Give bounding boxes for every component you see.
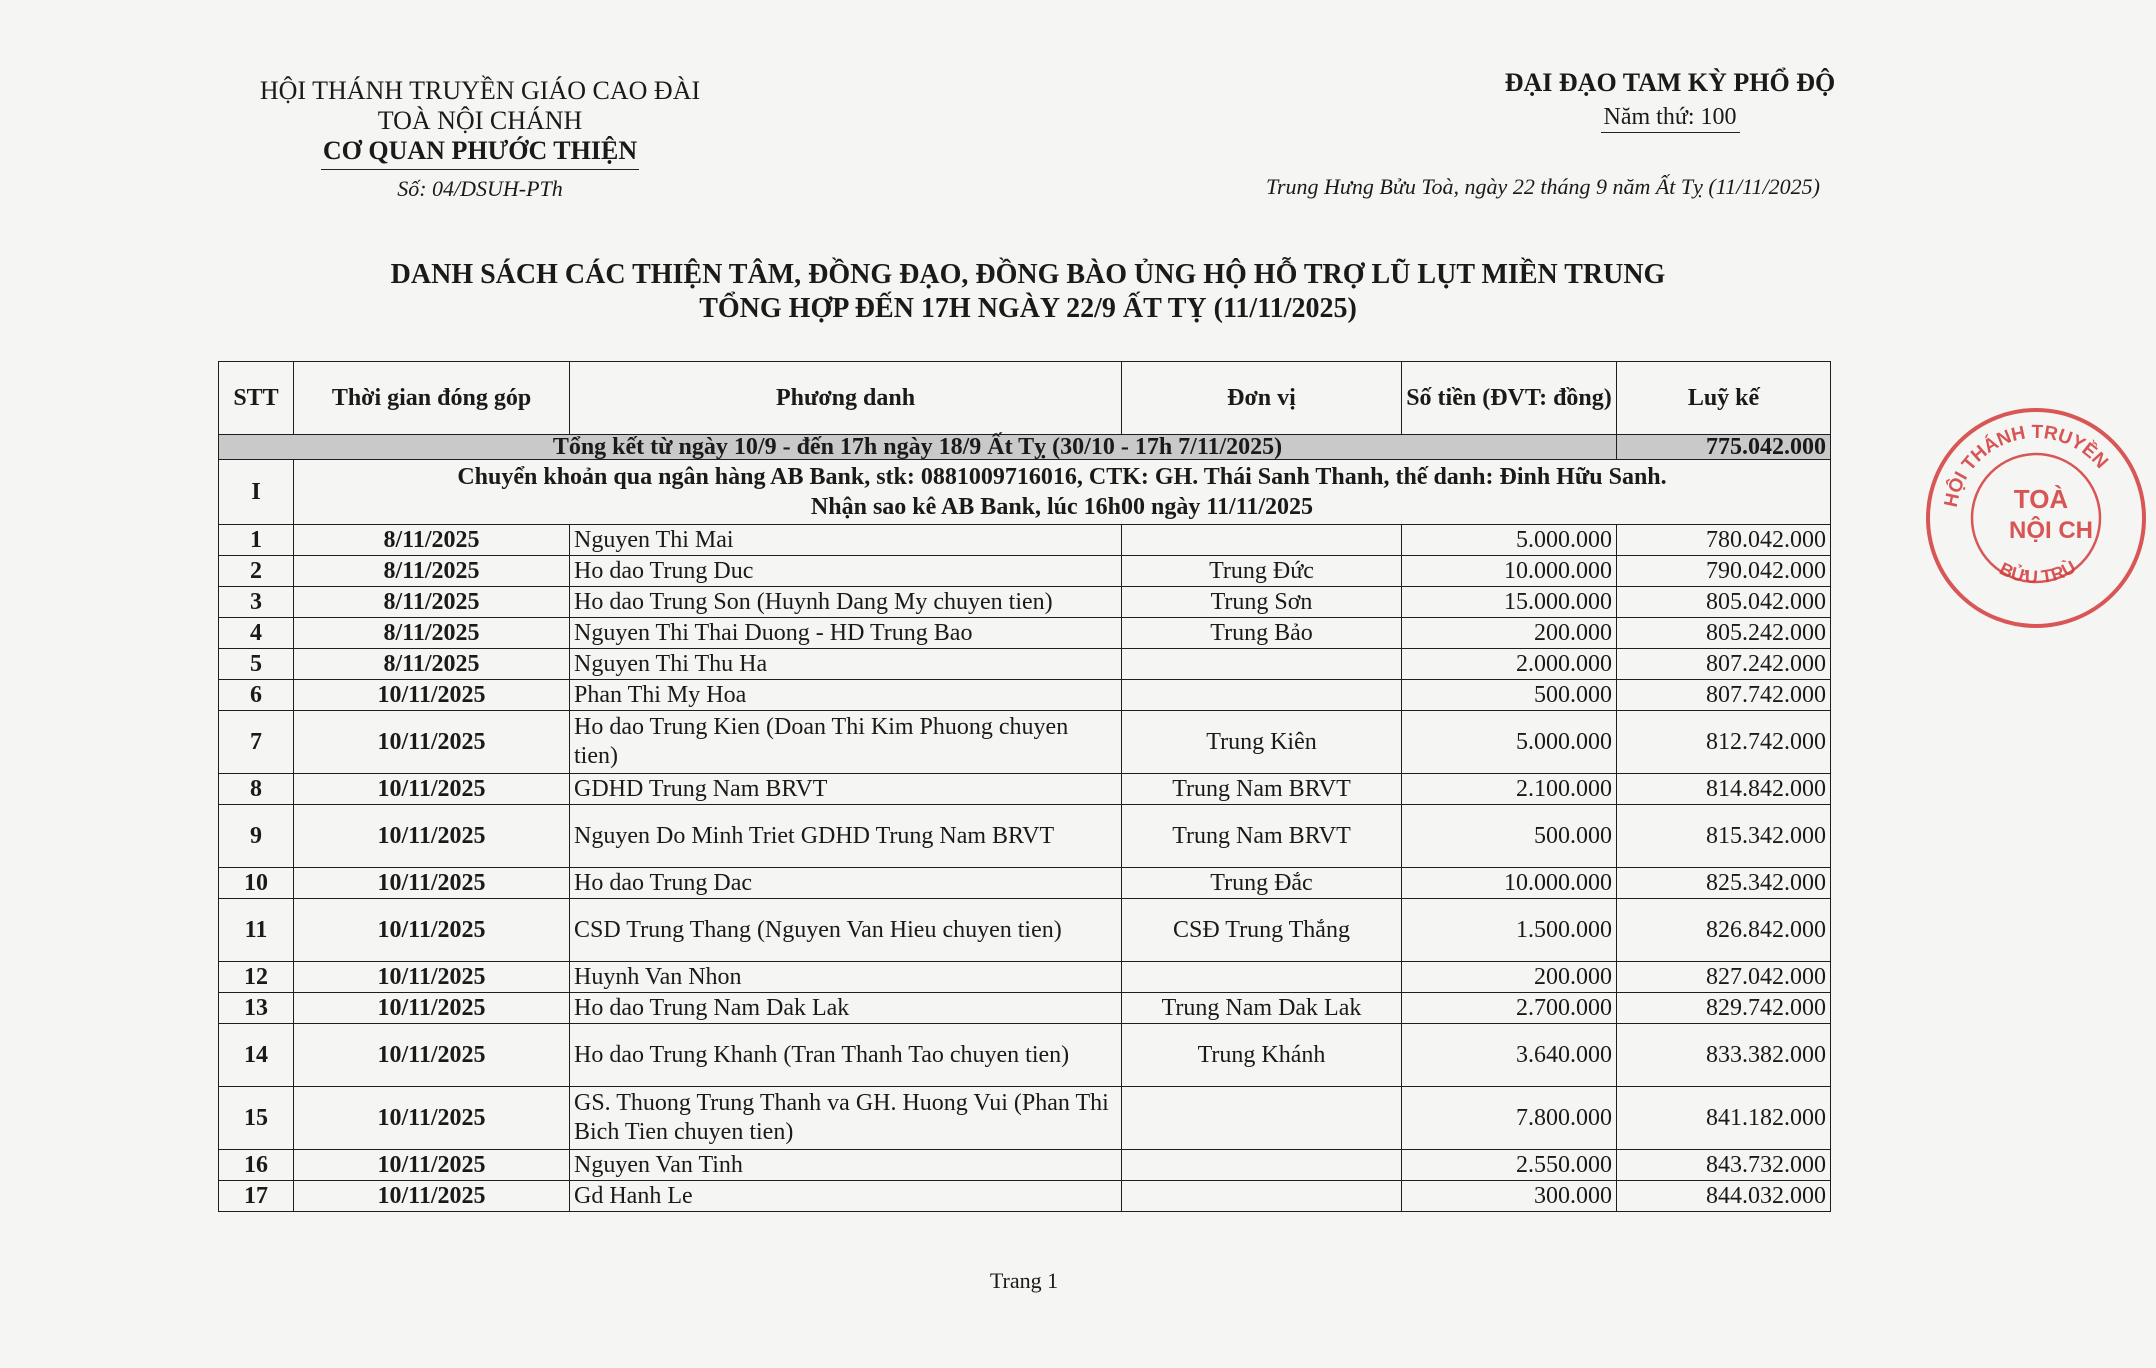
table-row (219, 587, 1831, 618)
row-cumulative: 790.042.000 (1617, 556, 1831, 587)
row-name: GDHD Trung Nam BRVT (570, 774, 1122, 805)
row-date: 10/11/2025 (294, 962, 570, 993)
section-line1: Chuyển khoản qua ngân hàng AB Bank, stk: 0881009716016, CTK: GH. Thái Sanh Thanh, thế danh: Đinh Hữu Sanh. (457, 464, 1667, 490)
row-unit (1122, 962, 1402, 993)
row-date: 8/11/2025 (294, 649, 570, 680)
table-row (219, 1024, 1831, 1087)
row-unit: Trung Nam BRVT (1122, 774, 1402, 805)
col-header-name: Phương danh (570, 362, 1122, 435)
svg-text:BỬU TRÙ (1996, 556, 2079, 587)
row-stt: 11 (219, 899, 294, 962)
title-line2: TỔNG HỢP ĐẾN 17H NGÀY 22/9 ẤT TỴ (11/11/2025) (699, 293, 1357, 324)
row-cumulative: 841.182.000 (1617, 1087, 1831, 1150)
row-stt: 2 (219, 556, 294, 587)
row-amount: 3.640.000 (1402, 1024, 1617, 1087)
stamp-top-text: HỘI THÁNH TRUYỀN (1940, 421, 2112, 510)
donation-table (218, 361, 1831, 1212)
row-cumulative: 829.742.000 (1617, 993, 1831, 1024)
row-amount: 2.700.000 (1402, 993, 1617, 1024)
row-date: 10/11/2025 (294, 1024, 570, 1087)
row-cumulative: 807.242.000 (1617, 649, 1831, 680)
row-stt: 13 (219, 993, 294, 1024)
row-amount: 5.000.000 (1402, 525, 1617, 556)
motto: ĐẠI ĐẠO TAM KỲ PHỔ ĐỘ (1504, 68, 1836, 97)
row-name: Ho dao Trung Nam Dak Lak (570, 993, 1122, 1024)
row-stt: 17 (219, 1181, 294, 1212)
row-cumulative: 814.842.000 (1617, 774, 1831, 805)
row-cumulative: 812.742.000 (1617, 711, 1831, 774)
row-amount: 15.000.000 (1402, 587, 1617, 618)
row-unit: Trung Khánh (1122, 1024, 1402, 1087)
date-line: Trung Hưng Bửu Toà, ngày 22 tháng 9 năm Ất Tỵ (11/11/2025) (1265, 174, 1820, 199)
row-amount: 2.100.000 (1402, 774, 1617, 805)
row-stt: 7 (219, 711, 294, 774)
table-row (219, 556, 1831, 587)
table-row (219, 962, 1831, 993)
row-name: Phan Thi My Hoa (570, 680, 1122, 711)
row-unit: CSĐ Trung Thắng (1122, 899, 1402, 962)
table-row (219, 525, 1831, 556)
row-stt: 9 (219, 805, 294, 868)
row-unit: Trung Bảo (1122, 618, 1402, 649)
table-row (219, 711, 1831, 774)
row-stt: 8 (219, 774, 294, 805)
row-date: 8/11/2025 (294, 556, 570, 587)
row-stt: 6 (219, 680, 294, 711)
col-header-cumulative: Luỹ kế (1617, 362, 1831, 435)
table-row (219, 649, 1831, 680)
row-date: 8/11/2025 (294, 587, 570, 618)
row-unit (1122, 1150, 1402, 1181)
row-name: Huynh Van Nhon (570, 962, 1122, 993)
title-line1: DANH SÁCH CÁC THIỆN TÂM, ĐỒNG ĐẠO, ĐỒNG BÀO ỦNG HỘ HỖ TRỢ LŨ LỤT MIỀN TRUNG (390, 259, 1666, 290)
row-amount: 200.000 (1402, 618, 1617, 649)
row-cumulative: 844.032.000 (1617, 1181, 1831, 1212)
row-stt: 15 (219, 1087, 294, 1150)
row-cumulative: 780.042.000 (1617, 525, 1831, 556)
summary-value: 775.042.000 (1617, 435, 1831, 460)
row-unit (1122, 525, 1402, 556)
col-header-unit: Đơn vị (1122, 362, 1402, 435)
row-date: 10/11/2025 (294, 899, 570, 962)
motto-header (1380, 66, 1960, 134)
table-row (219, 1150, 1831, 1181)
row-stt: 16 (219, 1150, 294, 1181)
row-date: 8/11/2025 (294, 525, 570, 556)
row-amount: 10.000.000 (1402, 868, 1617, 899)
row-cumulative: 843.732.000 (1617, 1150, 1831, 1181)
row-name: Ho dao Trung Khanh (Tran Thanh Tao chuyen tien) (570, 1024, 1122, 1087)
table-row (219, 805, 1831, 868)
row-date: 10/11/2025 (294, 1150, 570, 1181)
section-line2: Nhận sao kê AB Bank, lúc 16h00 ngày 11/11/2025 (810, 494, 1314, 520)
row-cumulative: 827.042.000 (1617, 962, 1831, 993)
org-name-line3: CƠ QUAN PHƯỚC THIỆN (321, 136, 639, 170)
col-header-time: Thời gian đóng góp (294, 362, 570, 435)
section-row (219, 460, 1831, 525)
row-unit: Trung Kiên (1122, 711, 1402, 774)
row-date: 10/11/2025 (294, 868, 570, 899)
row-unit (1122, 1181, 1402, 1212)
table-row (219, 618, 1831, 649)
row-unit: Trung Sơn (1122, 587, 1402, 618)
row-amount: 5.000.000 (1402, 711, 1617, 774)
row-name: Ho dao Trung Kien (Doan Thi Kim Phuong chuyen tien) (570, 711, 1122, 774)
table-row (219, 1087, 1831, 1150)
stamp-bottom-text: BỬU TRÙ (1996, 556, 2080, 588)
row-amount: 7.800.000 (1402, 1087, 1617, 1150)
row-cumulative: 833.382.000 (1617, 1024, 1831, 1087)
row-date: 10/11/2025 (294, 1087, 570, 1150)
table-row (219, 868, 1831, 899)
row-name: Nguyen Thi Mai (570, 525, 1122, 556)
page-number: Trang 1 (989, 1268, 1059, 1293)
year-label: Năm thứ: 100 (1601, 104, 1740, 133)
row-date: 10/11/2025 (294, 711, 570, 774)
row-cumulative: 805.242.000 (1617, 618, 1831, 649)
row-stt: 14 (219, 1024, 294, 1087)
org-name-line2: TOÀ NỘI CHÁNH (377, 106, 583, 135)
row-cumulative: 825.342.000 (1617, 868, 1831, 899)
stamp-center-line1: TOÀ (2013, 484, 2069, 514)
row-name: GS. Thuong Trung Thanh va GH. Huong Vui (Phan Thi Bich Tien chuyen tien) (570, 1087, 1122, 1150)
row-date: 10/11/2025 (294, 1181, 570, 1212)
row-stt: 5 (219, 649, 294, 680)
row-amount: 200.000 (1402, 962, 1617, 993)
summary-row (219, 435, 1831, 460)
stamp-center-line2: NỘI CH (2009, 517, 2093, 544)
table-header-row (219, 362, 1831, 435)
row-name: Ho dao Trung Dac (570, 868, 1122, 899)
table-row (219, 899, 1831, 962)
row-stt: 10 (219, 868, 294, 899)
row-date: 10/11/2025 (294, 993, 570, 1024)
row-date: 10/11/2025 (294, 774, 570, 805)
row-amount: 500.000 (1402, 680, 1617, 711)
row-stt: 4 (219, 618, 294, 649)
row-stt: 1 (219, 525, 294, 556)
row-unit: Trung Nam Dak Lak (1122, 993, 1402, 1024)
table-row (219, 1181, 1831, 1212)
row-amount: 2.000.000 (1402, 649, 1617, 680)
row-date: 10/11/2025 (294, 805, 570, 868)
row-unit: Trung Nam BRVT (1122, 805, 1402, 868)
row-stt: 3 (219, 587, 294, 618)
row-unit: Trung Đức (1122, 556, 1402, 587)
row-date: 8/11/2025 (294, 618, 570, 649)
row-name: Ho dao Trung Son (Huynh Dang My chuyen tien) (570, 587, 1122, 618)
red-seal-stamp (1916, 398, 2156, 638)
row-name: Nguyen Do Minh Triet GDHD Trung Nam BRVT (570, 805, 1122, 868)
row-amount: 500.000 (1402, 805, 1617, 868)
row-stt: 12 (219, 962, 294, 993)
row-cumulative: 815.342.000 (1617, 805, 1831, 868)
row-amount: 2.550.000 (1402, 1150, 1617, 1181)
row-name: Nguyen Thi Thu Ha (570, 649, 1122, 680)
row-amount: 300.000 (1402, 1181, 1617, 1212)
section-description (294, 460, 1831, 525)
section-number: I (219, 460, 294, 525)
doc-number: Số: 04/DSUH-PTh (397, 176, 563, 201)
row-unit (1122, 1087, 1402, 1150)
col-header-amount: Số tiền (ĐVT: đồng) (1402, 362, 1617, 435)
col-header-stt: STT (219, 362, 294, 435)
table-row (219, 680, 1831, 711)
row-date: 10/11/2025 (294, 680, 570, 711)
row-unit (1122, 680, 1402, 711)
row-name: Nguyen Van Tinh (570, 1150, 1122, 1181)
row-name: CSD Trung Thang (Nguyen Van Hieu chuyen tien) (570, 899, 1122, 962)
summary-label: Tổng kết từ ngày 10/9 - đến 17h ngày 18/9 Ất Tỵ (30/10 - 17h 7/11/2025) (219, 435, 1617, 460)
row-name: Nguyen Thi Thai Duong - HD Trung Bao (570, 618, 1122, 649)
row-amount: 10.000.000 (1402, 556, 1617, 587)
row-name: Ho dao Trung Duc (570, 556, 1122, 587)
row-name: Gd Hanh Le (570, 1181, 1122, 1212)
row-amount: 1.500.000 (1402, 899, 1617, 962)
row-cumulative: 826.842.000 (1617, 899, 1831, 962)
row-cumulative: 807.742.000 (1617, 680, 1831, 711)
table-row (219, 993, 1831, 1024)
row-unit (1122, 649, 1402, 680)
org-name-line1: HỘI THÁNH TRUYỀN GIÁO CAO ĐÀI (259, 76, 701, 105)
org-header (190, 76, 770, 204)
row-cumulative: 805.042.000 (1617, 587, 1831, 618)
row-unit: Trung Đắc (1122, 868, 1402, 899)
table-row (219, 774, 1831, 805)
document-title (218, 258, 1838, 326)
